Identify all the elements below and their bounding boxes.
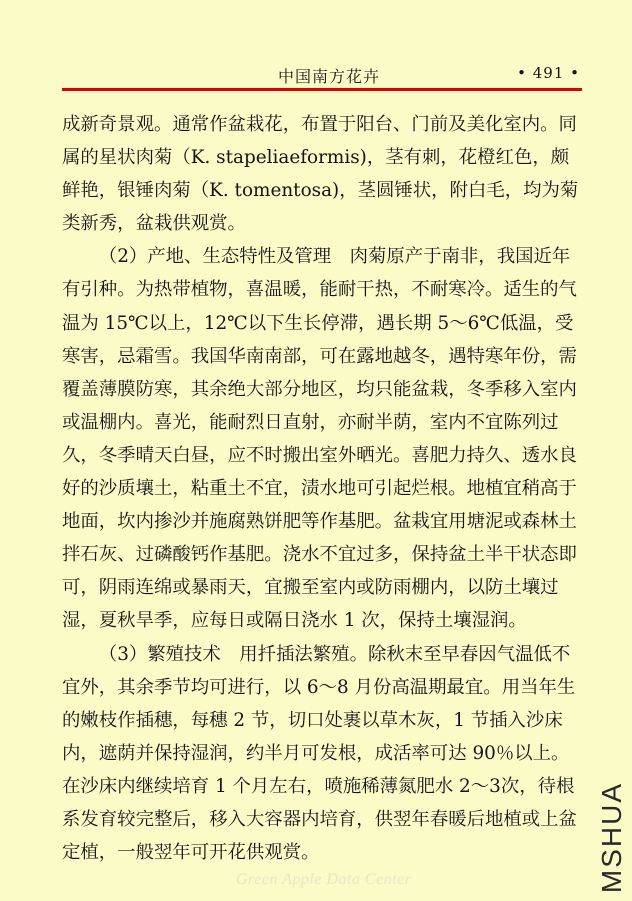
watermark-text: Green Apple Data Center — [236, 871, 412, 888]
book-title: 中国南方花卉 — [278, 67, 381, 86]
paragraph-origin-ecology: （2）产地、生态特性及管理 肉菊原产于南非，我国近年有引种。为热带植物，喜温暖，能耐干热，不耐寒冷。适生的气温为 15℃以上，12℃以下生长停滞，遇长期 5～6℃低温，受寒害，忌霜雪。我国华南南部，可在露地越冬，遇特寒年份，需覆盖薄膜防寒，其余绝大部分地区，均只能盆栽，冬季移入室内或温棚内。喜光，能耐烈日直射，亦耐半荫，室内不宜陈列过久，冬季晴天白昼，应不时搬出室外晒光。喜肥力持久、透水良好的沙质壤土，粘重土不宜，渍水地可引起烂根。地植宜稍高于地面，坎内掺沙并施腐熟饼肥等作基肥。盆栽宜用塘泥或森林土拌石灰、过磷酸钙作基肥。浇水不宜过多，保持盆土半干状态即可，阴雨连绵或暴雨天，宜搬至室内或防雨棚内，以防土壤过湿，夏秋旱季，应每日或隔日浇水 1 次，保持土壤湿润。 — [62, 246, 577, 632]
body-text — [62, 108, 586, 869]
page-number: • 491 • — [517, 64, 580, 82]
paragraph-continuation: 成新奇景观。通常作盆栽花，布置于阳台、门前及美化室内。同属的星状肉菊（K. stapeliaeformis)，茎有刺，花橙红色，颇鲜艳，银锤肉菊（K. tomentosa)，茎圆锤状，附白毛，均为菊类新秀，盆栽供观赏。 — [62, 114, 579, 235]
side-stamp: MSHUA — [596, 782, 627, 894]
paragraph-propagation: （3）繁殖技术 用扦插法繁殖。除秋末至早春因气温低不宜外，其余季节均可进行，以 6～8 月份高温期最宜。用当年生的嫩枝作插穗，每穗 2 节，切口处裹以草木灰，1 节插入沙床内，遮荫并保持湿润，约半月可发根，成活率可达 90％以上。在沙床内继续培育 1 个月左右，喷施稀薄氮肥水 2～3次，待根系发育较完整后，移入大容器内培育，供翌年春暖后地植或上盆定植，一般翌年可开花供观赏。 — [62, 643, 577, 864]
running-header — [62, 62, 582, 88]
header-rule — [62, 88, 582, 91]
